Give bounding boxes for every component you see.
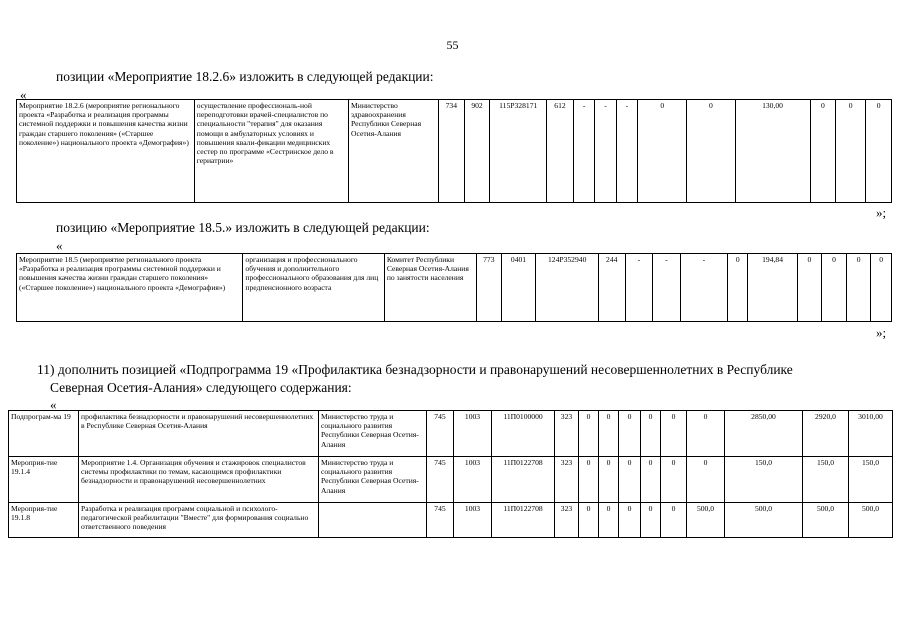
table-cell: Министерство труда и социального развития Республики Северная Осетия-Алания bbox=[319, 411, 427, 457]
table-cell: - bbox=[616, 100, 637, 203]
table-cell: 0 bbox=[810, 100, 836, 203]
table-cell: 0 bbox=[687, 100, 735, 203]
table-cell: 11П0122708 bbox=[492, 503, 555, 538]
table-cell: Министерство труда и социального развития Республики Северная Осетия-Алания bbox=[319, 457, 427, 503]
table-cell: 1003 bbox=[454, 503, 492, 538]
table-cell: 0401 bbox=[501, 254, 536, 322]
table-cell: 1003 bbox=[454, 457, 492, 503]
table-cell: 2850,00 bbox=[725, 411, 803, 457]
table-cell: 0 bbox=[661, 457, 687, 503]
table-3-row bbox=[9, 411, 893, 457]
table-cell: 0 bbox=[619, 411, 641, 457]
table-cell: 500,0 bbox=[849, 503, 893, 538]
table-cell: 0 bbox=[846, 254, 871, 322]
table-cell: Мероприя-тие 19.1.4 bbox=[9, 457, 79, 503]
table-cell: организация и профессионального обучения и дополнительного профессионального образования для лиц предпенсионного возраста bbox=[243, 254, 384, 322]
table-cell: 745 bbox=[427, 411, 454, 457]
table-3 bbox=[8, 410, 893, 538]
paragraph-1: позиции «Мероприятие 18.2.6» изложить в следующей редакции: bbox=[56, 69, 434, 84]
table-2-row bbox=[17, 254, 892, 322]
table-cell: 194,84 bbox=[748, 254, 797, 322]
table-3-row bbox=[9, 457, 893, 503]
table-cell: - bbox=[595, 100, 616, 203]
table-1-row bbox=[17, 100, 892, 203]
table-cell: 500,0 bbox=[687, 503, 725, 538]
table-cell: Подпрограм-ма 19 bbox=[9, 411, 79, 457]
table-cell: 0 bbox=[599, 503, 619, 538]
table-cell: 0 bbox=[579, 411, 599, 457]
table-cell: - bbox=[573, 100, 594, 203]
table-cell: 734 bbox=[438, 100, 464, 203]
table-cell: 0 bbox=[727, 254, 747, 322]
table-cell: 323 bbox=[555, 503, 579, 538]
paragraph-3-line-2: Северная Осетия-Алания» следующего содержания: bbox=[50, 380, 352, 395]
table-cell: 0 bbox=[638, 100, 687, 203]
table-cell: 0 bbox=[641, 457, 661, 503]
table-cell: 0 bbox=[619, 457, 641, 503]
table-cell: 0 bbox=[641, 411, 661, 457]
table-cell: 323 bbox=[555, 411, 579, 457]
paragraph-3-line-1: 11) дополнить позицией «Подпрограмма 19 «Профилактика безнадзорности и правонарушений несовершеннолетних в Республике bbox=[37, 362, 793, 377]
table-cell: 0 bbox=[687, 457, 725, 503]
table-cell: 0 bbox=[661, 503, 687, 538]
table-cell: 150,0 bbox=[725, 457, 803, 503]
table-cell: 745 bbox=[427, 503, 454, 538]
table-cell: - bbox=[653, 254, 681, 322]
table-cell: - bbox=[680, 254, 727, 322]
table-cell: 0 bbox=[579, 457, 599, 503]
table-cell: Комитет Республики Северная Осетия-Алания по занятости населения bbox=[384, 254, 476, 322]
table-cell: 3010,00 bbox=[849, 411, 893, 457]
table-cell: Мероприя-тие 19.1.8 bbox=[9, 503, 79, 538]
table-cell: 0 bbox=[641, 503, 661, 538]
table-cell: 0 bbox=[599, 457, 619, 503]
open-quote-1: « bbox=[20, 87, 27, 102]
table-cell: 323 bbox=[555, 457, 579, 503]
table-cell bbox=[319, 503, 427, 538]
close-quote-2: »; bbox=[876, 325, 887, 340]
table-cell: 745 bbox=[427, 457, 454, 503]
table-cell: Мероприятие 18.5 (мероприятие регионального проекта «Разработка и реализация программы системной поддержки и повышения качества жизни граждан старшего поколения» («Старшее поколение») национального проекта «Демография») bbox=[17, 254, 243, 322]
table-2 bbox=[16, 253, 892, 322]
table-cell: осуществление профессиональ-ной переподготовки врачей-специалистов по специальности "терапия" для оказания помощи в амбулаторных условиях и повышения квали-фикации медицинских сестер по программе «Сестринское дело в гериатрии» bbox=[194, 100, 348, 203]
table-cell: 902 bbox=[464, 100, 490, 203]
table-cell: 0 bbox=[579, 503, 599, 538]
table-cell: 1003 bbox=[454, 411, 492, 457]
table-cell: 150,0 bbox=[803, 457, 849, 503]
table-cell: 150,0 bbox=[849, 457, 893, 503]
table-cell: Разработка и реализация программ социальной и психолого-педагогической реабилитации "Вместе" для формирования социально ответственного поведения bbox=[79, 503, 319, 538]
table-cell: 2920,0 bbox=[803, 411, 849, 457]
table-cell: 11П0100000 bbox=[492, 411, 555, 457]
table-cell: - bbox=[625, 254, 653, 322]
table-cell: 124P352940 bbox=[536, 254, 599, 322]
close-quote-1: »; bbox=[876, 205, 887, 220]
table-cell: 0 bbox=[822, 254, 847, 322]
table-cell: Мероприятие 1.4. Организация обучения и стажировок специалистов системы профилактики по темам, касающимся профилактики безнадзорности и правонарушений несовершеннолетних bbox=[79, 457, 319, 503]
table-cell: 0 bbox=[866, 100, 892, 203]
table-cell: Министерство здравоохранения Республики Северная Осетия-Алания bbox=[349, 100, 439, 203]
table-cell: профилактика безнадзорности и правонарушений несовершеннолетних в Республике Северная Осетия-Алания bbox=[79, 411, 319, 457]
table-cell: 500,0 bbox=[803, 503, 849, 538]
open-quote-2: « bbox=[56, 238, 63, 253]
table-cell: 0 bbox=[836, 100, 866, 203]
table-cell: 0 bbox=[797, 254, 822, 322]
table-cell: 0 bbox=[687, 411, 725, 457]
table-3-row bbox=[9, 503, 893, 538]
paragraph-2: позицию «Мероприятие 18.5.» изложить в следующей редакции: bbox=[56, 220, 430, 235]
table-cell: 0 bbox=[871, 254, 892, 322]
table-cell: 773 bbox=[477, 254, 502, 322]
table-cell: Мероприятие 18.2.6 (мероприятие регионального проекта «Разработка и реализация программы системной поддержки и повышения качества жизни граждан старшего поколения» («Старшее поколение») национального проекта «Демография») bbox=[17, 100, 195, 203]
table-cell: 0 bbox=[661, 411, 687, 457]
table-cell: 115P328171 bbox=[490, 100, 547, 203]
table-cell: 0 bbox=[599, 411, 619, 457]
table-cell: 244 bbox=[598, 254, 625, 322]
page-number: 55 bbox=[446, 38, 459, 52]
table-cell: 612 bbox=[547, 100, 574, 203]
table-1 bbox=[16, 99, 892, 203]
open-quote-3: « bbox=[50, 397, 57, 412]
table-cell: 500,0 bbox=[725, 503, 803, 538]
table-cell: 0 bbox=[619, 503, 641, 538]
table-cell: 11П0122708 bbox=[492, 457, 555, 503]
table-cell: 130,00 bbox=[735, 100, 810, 203]
